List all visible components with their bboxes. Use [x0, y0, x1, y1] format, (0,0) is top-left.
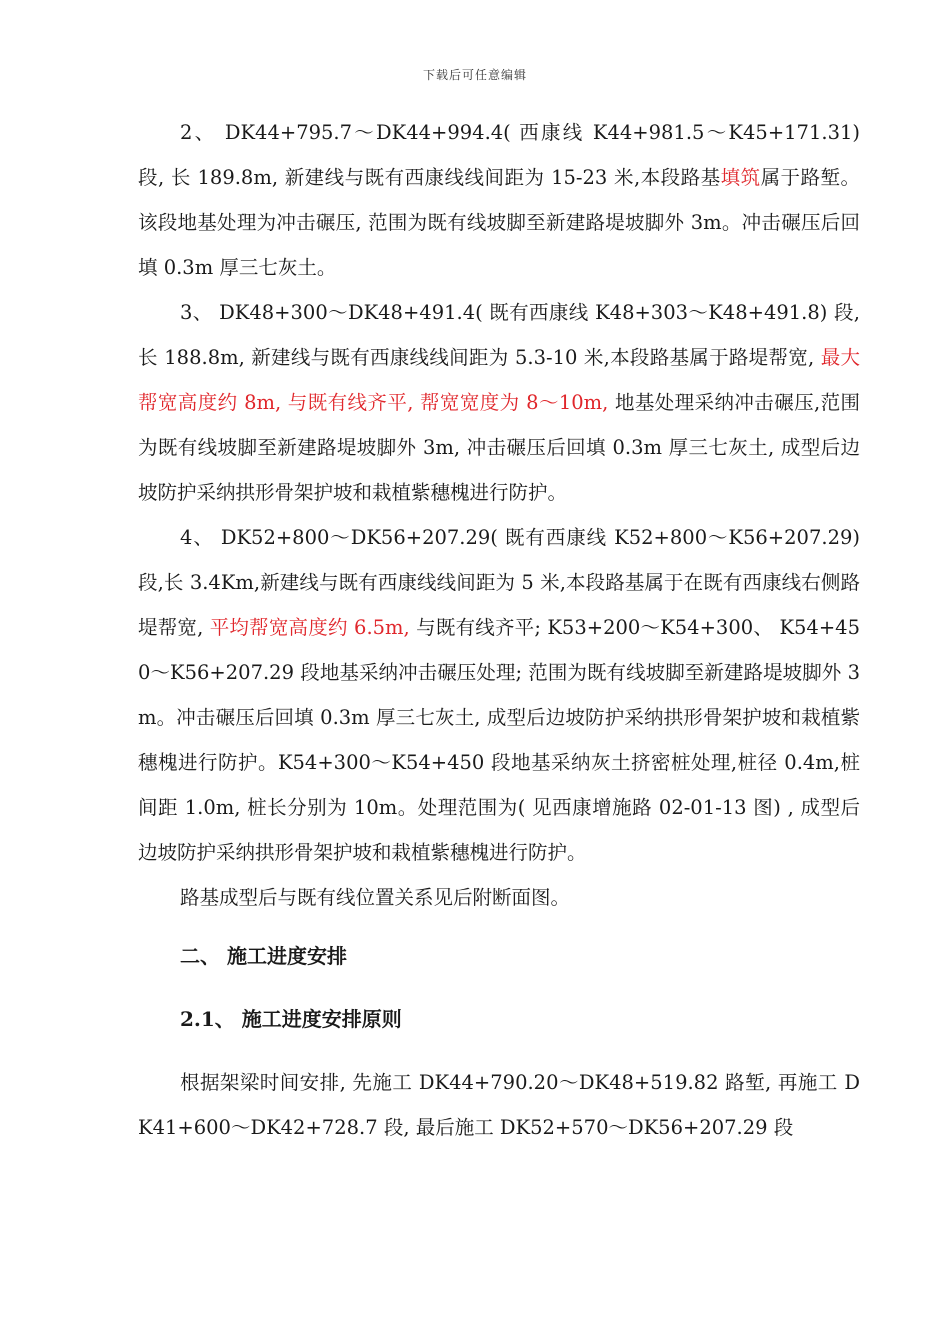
paragraph-text: 与既有线齐平; K53+200～K54+300、 K54+450～K56+207.29 段地基采纳冲击碾压处理; 范围为既有线坡脚至新建路堤坡脚外 3m。冲击碾压后回填 0.3m 厚三七灰土, 成型后边坡防护采纳拱形骨架护坡和栽植紫穗槐进行防护。K54+300～K54+450 段地基采纳灰土挤密桩处理,桩径 0.4m,桩间距 1.0m, 桩长分别为 10m。处理范围为( 见西康增施路 02-01-13 图) , 成型后边坡防护采纳拱形骨架护坡和栽植紫穗槐进行防护。: [138, 616, 860, 864]
highlighted-text: 最大帮宽高度约 8m, 与既有线齐平, 帮宽宽度为 8～10m,: [138, 346, 860, 414]
section-heading: 二、 施工进度安排: [180, 944, 347, 968]
paragraph-section-3: [138, 290, 860, 515]
spacer: [138, 920, 860, 934]
paragraph-schedule-principle: 根据架梁时间安排, 先施工 DK44+790.20～DK48+519.82 路堑, 再施工 DK41+600～DK42+728.7 段, 最后施工 DK52+570～DK56+207.29 段: [138, 1071, 860, 1139]
paragraph-cross-section-note: 路基成型后与既有线位置关系见后附断面图。: [180, 886, 571, 909]
page-header: 下载后可任意编辑: [422, 68, 527, 82]
subsection-heading: 2.1、 施工进度安排原则: [180, 1007, 402, 1031]
highlighted-text: 填筑: [720, 166, 761, 189]
paragraph-text: 3、 DK48+300～DK48+491.4( 既有西康线 K48+303～K48+491.8) 段, 长 188.8m, 新建线与既有西康线线间距为 5.3-10 米,本段路基属于路堤帮宽,: [138, 301, 860, 369]
spacer: [138, 1042, 860, 1060]
spacer: [138, 979, 860, 997]
paragraph-text: 2、 DK44+795.7～DK44+994.4( 西康线 K44+981.5～K45+171.31) 段, 长 189.8m, 新建线与既有西康线线间距为 15-23 米,本段路基: [138, 121, 860, 189]
paragraph-text: 属于路堑。该段地基处理为冲击碾压, 范围为既有线坡脚至新建路堤坡脚外 3m。冲击碾压后回填 0.3m 厚三七灰土。: [138, 166, 860, 279]
paragraph-text: 4、 DK52+800～DK56+207.29( 既有西康线 K52+800～K56+207.29) 段,长 3.4Km,新建线与既有西康线线间距为 5 米,本段路基属于在既有西康线右侧路堤帮宽,: [138, 526, 860, 639]
document-body: [138, 110, 860, 1150]
paragraph-section-2: [138, 110, 860, 290]
highlighted-text: 平均帮宽高度约 6.5m,: [209, 616, 410, 639]
paragraph-text: 地基处理采纳冲击碾压,范围为既有线坡脚至新建路堤坡脚外 3m, 冲击碾压后回填 0.3m 厚三七灰土, 成型后边坡防护采纳拱形骨架护坡和栽植紫穗槐进行防护。: [138, 391, 860, 504]
paragraph-section-4: [138, 515, 860, 875]
